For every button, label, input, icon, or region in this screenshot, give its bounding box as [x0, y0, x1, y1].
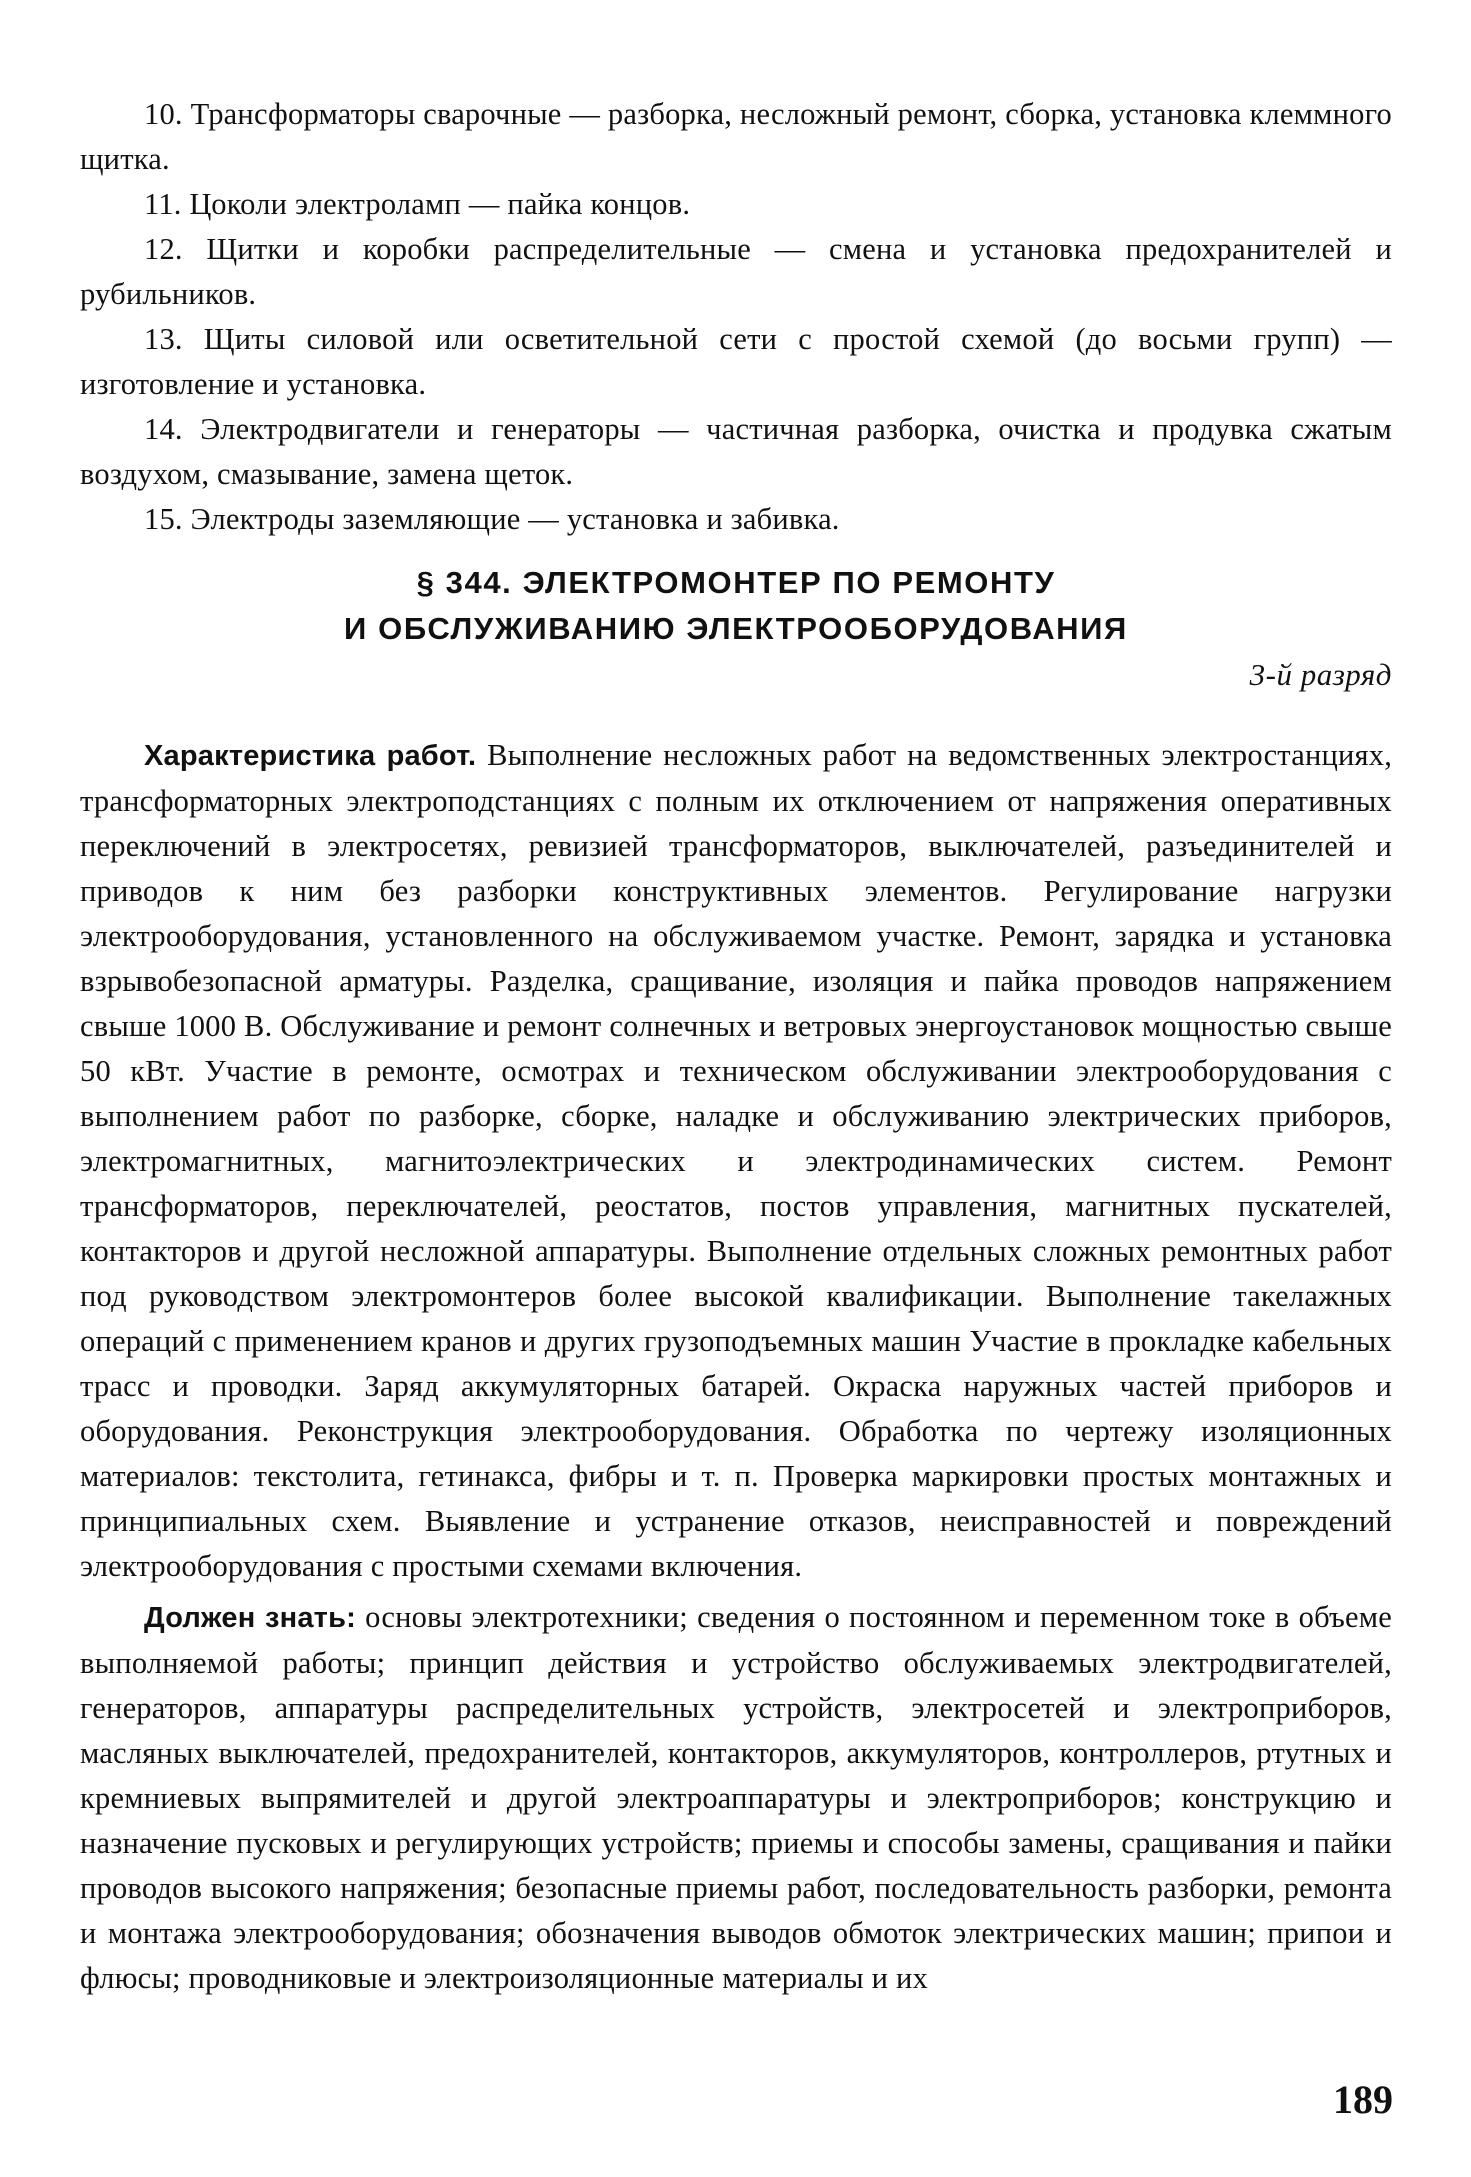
characteristics-text: Выполнение несложных работ на ведомственных электростанциях, трансформаторных электроподстанциях с полным их отключением от напряжения оперативных переключений в электросетях, ревизией трансформаторов, выключателей, разъединителей и приводов к ним без разборки конструктивных элементов. Регулирование нагрузки электрооборудования, установленного на обслуживаемом участке. Ремонт, зарядка и установка взрывобезопасной арматуры. Разделка, сращивание, изоляция и пайка проводов напряжением свыше 1000 В. Обслуживание и ремонт солнечных и ветровых энергоустановок мощностью свыше 50 кВт. Участие в ремонте, осмотрах и техническом обслуживании электрооборудования с выполнением работ по разборке, сборке, наладке и обслуживанию электрических приборов, электромагнитных, магнитоэлектрических и электродинамических систем. Ремонт трансформаторов, переключателей, реостатов, постов управления, магнитных пускателей, контакторов и другой несложной аппаратуры. Выполнение отдельных сложных ремонтных работ под руководством электромонтеров более высокой квалификации. Выполнение такелажных операций с применением кранов и других грузоподъемных машин Участие в прокладке кабельных трасс и проводки. Заряд аккумуляторных батарей. Окраска наружных частей приборов и оборудования. Реконструкция электрооборудования. Обработка по чертежу изоляционных материалов: текстолита, гетинакса, фибры и т. п. Проверка маркировки простых монтажных и принципиальных схем. Выявление и устранение отказов, неисправностей и повреждений электрооборудования с простыми схемами включения.: [80, 738, 1393, 1583]
list-item: 10. Трансформаторы сварочные — разборка, несложный ремонт, сборка, установка клеммного щитка.: [80, 97, 1392, 176]
grade-label: 3-й разряд: [1249, 657, 1392, 692]
section-title: [80, 560, 1392, 652]
characteristics-heading: Характеристика работ.: [144, 740, 477, 772]
must-know-heading: Должен знать:: [144, 1602, 356, 1634]
section-title-line-2: И ОБСЛУЖИВАНИЮ ЭЛЕКТРООБОРУДОВАНИЯ: [344, 611, 1128, 646]
list-item: 13. Щиты силовой или осветительной сети с простой схемой (до восьми групп) — изготовление и установка.: [80, 322, 1392, 401]
list-item: 14. Электродвигатели и генераторы — частичная разборка, очистка и продувка сжатым воздухом, смазывание, замена щеток.: [80, 412, 1392, 491]
page-number: 189: [1333, 2077, 1393, 2122]
characteristics-paragraph: [80, 733, 1392, 1589]
numbered-list: [80, 92, 1392, 542]
must-know-text: основы электротехники; сведения о постоянном и переменном токе в объеме выполняемой работы; принцип действия и устройство обслуживаемых электродвигателей, генераторов, аппаратуры распределительных устройств, электросетей и электроприборов, масляных выключателей, предохранителей, контакторов, аккумуляторов, контроллеров, ртутных и кремниевых выпрямителей и другой электроаппаратуры и электроприборов; конструкцию и назначение пусковых и регулирующих устройств; приемы и способы замены, сращивания и пайки проводов высокого напряжения; безопасные приемы работ, последовательность разборки, ремонта и монтажа электрооборудования; обозначения выводов обмоток электрических машин; припои и флюсы; проводниковые и электроизоляционные материалы и их: [80, 1600, 1393, 1995]
section-title-line-1: § 344. ЭЛЕКТРОМОНТЕР ПО РЕМОНТУ: [416, 565, 1056, 600]
section-body: [80, 733, 1392, 2001]
list-item: 11. Цоколи электроламп — пайка концов.: [144, 187, 691, 221]
must-know-paragraph: [80, 1595, 1392, 2001]
list-item: 15. Электроды заземляющие — установка и забивка.: [144, 502, 840, 536]
list-item: 12. Щитки и коробки распределительные — смена и установка предохранителей и рубильников.: [80, 232, 1392, 311]
